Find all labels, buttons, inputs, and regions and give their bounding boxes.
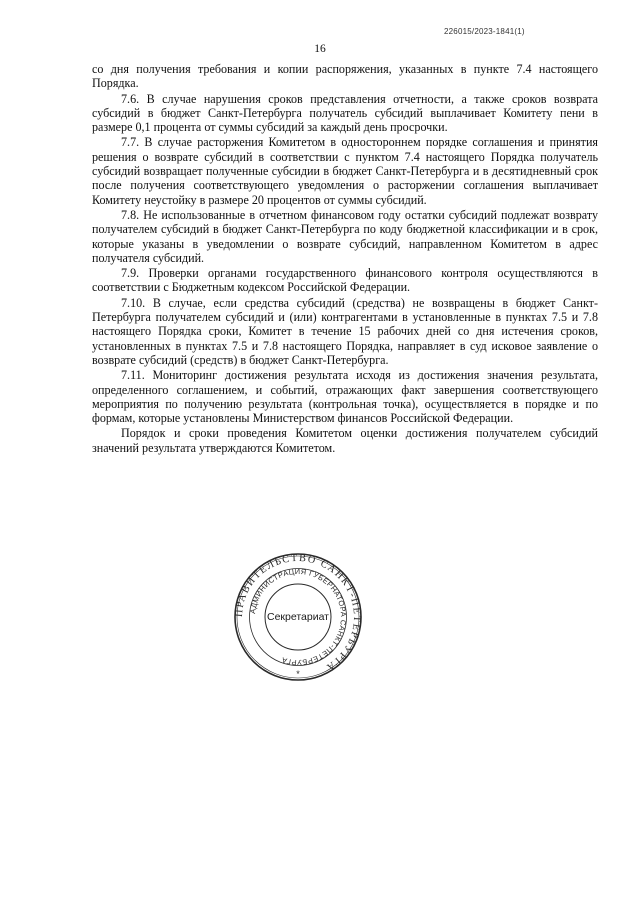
- official-seal-stamp: [233, 552, 363, 682]
- stamp-center-text: Секретариат: [266, 611, 330, 623]
- document-registration-number: 226015/2023-1841(1): [444, 27, 525, 36]
- stamp-star: *: [296, 669, 300, 679]
- paragraph-continuation: со дня получения требования и копии распоряжения, указанных в пункте 7.4 настоящего Порядка.: [92, 62, 598, 91]
- paragraph-7-7: 7.7. В случае расторжения Комитетом в одностороннем порядке соглашения и принятия решения о возврате субсидий в соответствии с пунктом 7.4 настоящего Порядка получатель субсидий возвращает полученные субсидии в бюджет Санкт-Петербурга и в десятидневный срок после получения соответствующего уведомления о расторжении соглашения выплачивает Комитету неустойку в размере 20 процентов от суммы субсидий.: [92, 135, 598, 207]
- paragraph-7-8: 7.8. Не использованные в отчетном финансовом году остатки субсидий подлежат возврату получателем субсидий в бюджет Санкт-Петербурга по коду бюджетной классификации и в срок, которые указаны в уведомлении о возврате субсидий, направленном Комитетом в адрес получателя субсидий.: [92, 207, 598, 265]
- stamp-inner-text: АДМИНИСТРАЦИЯ ГУБЕРНАТОРА САНКТ-ПЕТЕРБУРГА: [248, 566, 349, 668]
- paragraph-7-9: 7.9. Проверки органами государственного финансового контроля осуществляются в соответствии с Бюджетным кодексом Российской Федерации.: [92, 266, 598, 295]
- paragraph-7-11: 7.11. Мониторинг достижения результата исходя из достижения значения результата, определенного соглашением, и событий, отражающих факт завершения соответствующего мероприятия по получению результата (контрольная точка), осуществляется в порядке и по формам, которые установлены Министерством финансов Российской Федерации.: [92, 368, 598, 426]
- stamp-outer-text: ПРАВИТЕЛЬСТВО САНКТ-ПЕТЕРБУРГА: [233, 552, 363, 674]
- paragraph-7-10: 7.10. В случае, если средства субсидий (средства) не возвращены в бюджет Санкт-Петербурга получателем субсидий и (или) контрагентами в установленные в пунктах 7.5 и 7.8 настоящего Порядка сроки, Комитет в течение 15 рабочих дней со дня истечения сроков, установленных в пунктах 7.5 и 7.8 настоящего Порядка, направляет в суд исковое заявление о возврате субсидий (средств) в бюджет Санкт-Петербурга.: [92, 295, 598, 367]
- page-number: 16: [314, 43, 326, 55]
- document-body: [92, 62, 598, 456]
- paragraph-final: Порядок и сроки проведения Комитетом оценки достижения получателем субсидий значений результата утверждаются Комитетом.: [92, 426, 598, 455]
- paragraph-7-6: 7.6. В случае нарушения сроков представления отчетности, а также сроков возврата субсидий в бюджет Санкт-Петербурга получатель субсидий выплачивает Комитету пени в размере 0,1 процента от суммы субсидий за каждый день просрочки.: [92, 91, 598, 135]
